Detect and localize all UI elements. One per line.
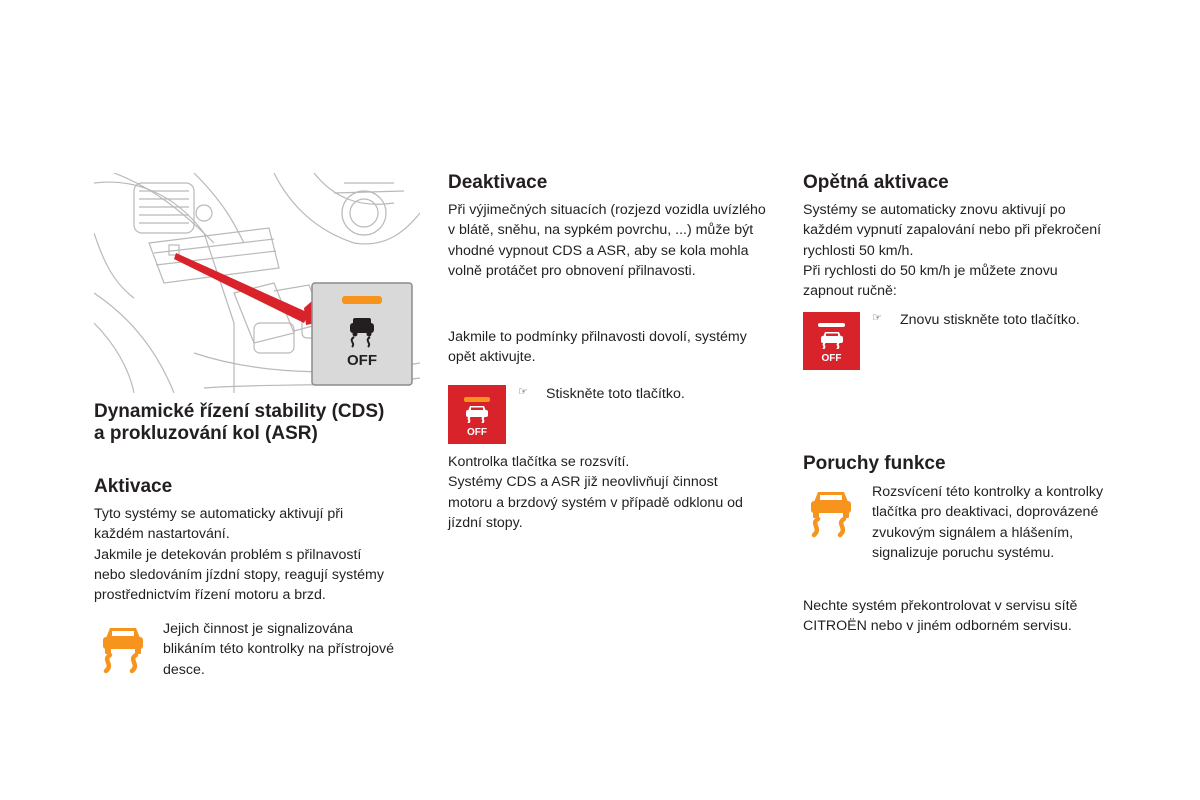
deactivation-result — [448, 452, 788, 533]
step-text: Stiskněte toto tlačítko. — [546, 386, 685, 402]
service-line: CITROËN nebo v jiném odborném servisu. — [803, 618, 1072, 635]
step-deactivate — [518, 384, 778, 404]
service-note — [803, 596, 1148, 637]
button-led-icon — [818, 323, 845, 327]
warning-line: desce. — [163, 661, 205, 678]
illustration-off-label: OFF — [347, 352, 377, 369]
reactivation-line: každém vypnutí zapalování nebo při překročení — [803, 222, 1102, 239]
activation-line: každém nastartování. — [94, 526, 230, 543]
reactivation-line: Systémy se automaticky znovu aktivují po — [803, 202, 1066, 218]
deactivation-line: vhodné vypnout CDS a ASR, aby se kola mohla — [448, 242, 749, 259]
fault-line: zvukovým signálem a hlášením, — [872, 524, 1074, 541]
deactivation-heading: Deaktivace — [448, 172, 548, 193]
skid-warning-icon — [100, 624, 146, 674]
title-line-2: a prokluzování kol (ASR) — [94, 423, 318, 444]
fault-text — [872, 482, 1162, 563]
fault-line: Rozsvícení této kontrolky a kontrolky — [872, 484, 1104, 500]
reactivation-line: zapnout ručně: — [803, 283, 897, 300]
fault-line: signalizuje poruchu systému. — [872, 544, 1055, 561]
deactivation-line: Při výjimečných situacích (rozjezd vozidla uvízlého — [448, 202, 766, 218]
deactivation-intro — [448, 200, 788, 281]
reactivate-line: Jakmile to podmínky přilnavosti dovolí, systémy — [448, 329, 747, 345]
esp-off-button-icon — [448, 385, 506, 444]
activation-line: prostřednictvím řízení motoru a brzd. — [94, 587, 326, 604]
fault-heading: Poruchy funkce — [803, 453, 946, 474]
activation-text — [94, 504, 424, 605]
activation-line: Tyto systémy se automaticky aktivují při — [94, 506, 344, 522]
reactivate-note — [448, 327, 788, 368]
skid-car-icon — [820, 331, 844, 349]
title-line-1: Dynamické řízení stability (CDS) — [94, 401, 385, 422]
result-line: motoru a brzdový systém v případě odklonu od — [448, 494, 743, 511]
step-text: Znovu stiskněte toto tlačítko. — [900, 312, 1080, 328]
reactivate-line: opět aktivujte. — [448, 349, 536, 366]
step-reactivate — [872, 310, 1152, 330]
esp-off-button-icon — [803, 312, 860, 370]
activation-heading: Aktivace — [94, 476, 173, 497]
result-line: Kontrolka tlačítka se rozsvítí. — [448, 454, 630, 470]
dashboard-drawing — [94, 173, 420, 393]
off-label: OFF — [821, 353, 842, 364]
result-line: Systémy CDS a ASR již neovlivňují činnost — [448, 474, 718, 491]
warning-text — [163, 619, 433, 680]
off-label: OFF — [467, 427, 487, 438]
deactivation-line: volně protáčet pro obnovení přilnavosti. — [448, 262, 696, 279]
dashboard-illustration — [94, 173, 420, 393]
button-led-icon — [464, 397, 490, 402]
warning-line: Jejich činnost je signalizována — [163, 621, 354, 637]
warning-line: blikáním této kontrolky na přístrojové — [163, 641, 395, 658]
hand-pointer-icon: ☞ — [872, 312, 882, 324]
service-line: Nechte systém překontrolovat v servisu sítě — [803, 598, 1078, 614]
deactivation-line: v blátě, sněhu, na sypkém povrchu, ...) může být — [448, 222, 754, 239]
result-line: jízdní stopy. — [448, 514, 523, 531]
hand-pointer-icon: ☞ — [518, 386, 528, 398]
skid-warning-icon — [808, 488, 854, 538]
activation-line: nebo sledováním jízdní stopy, reagují systémy — [94, 566, 384, 583]
reactivation-intro — [803, 200, 1148, 301]
page-title — [94, 401, 434, 445]
reactivation-heading: Opětná aktivace — [803, 172, 949, 193]
reactivation-line: rychlosti 50 km/h. — [803, 242, 914, 259]
reactivation-line: Při rychlosti do 50 km/h je můžete znovu — [803, 262, 1058, 279]
fault-line: tlačítka pro deaktivaci, doprovázené — [872, 504, 1099, 521]
skid-car-icon — [465, 405, 489, 423]
activation-line: Jakmile je detekován problém s přilnavostí — [94, 546, 362, 563]
